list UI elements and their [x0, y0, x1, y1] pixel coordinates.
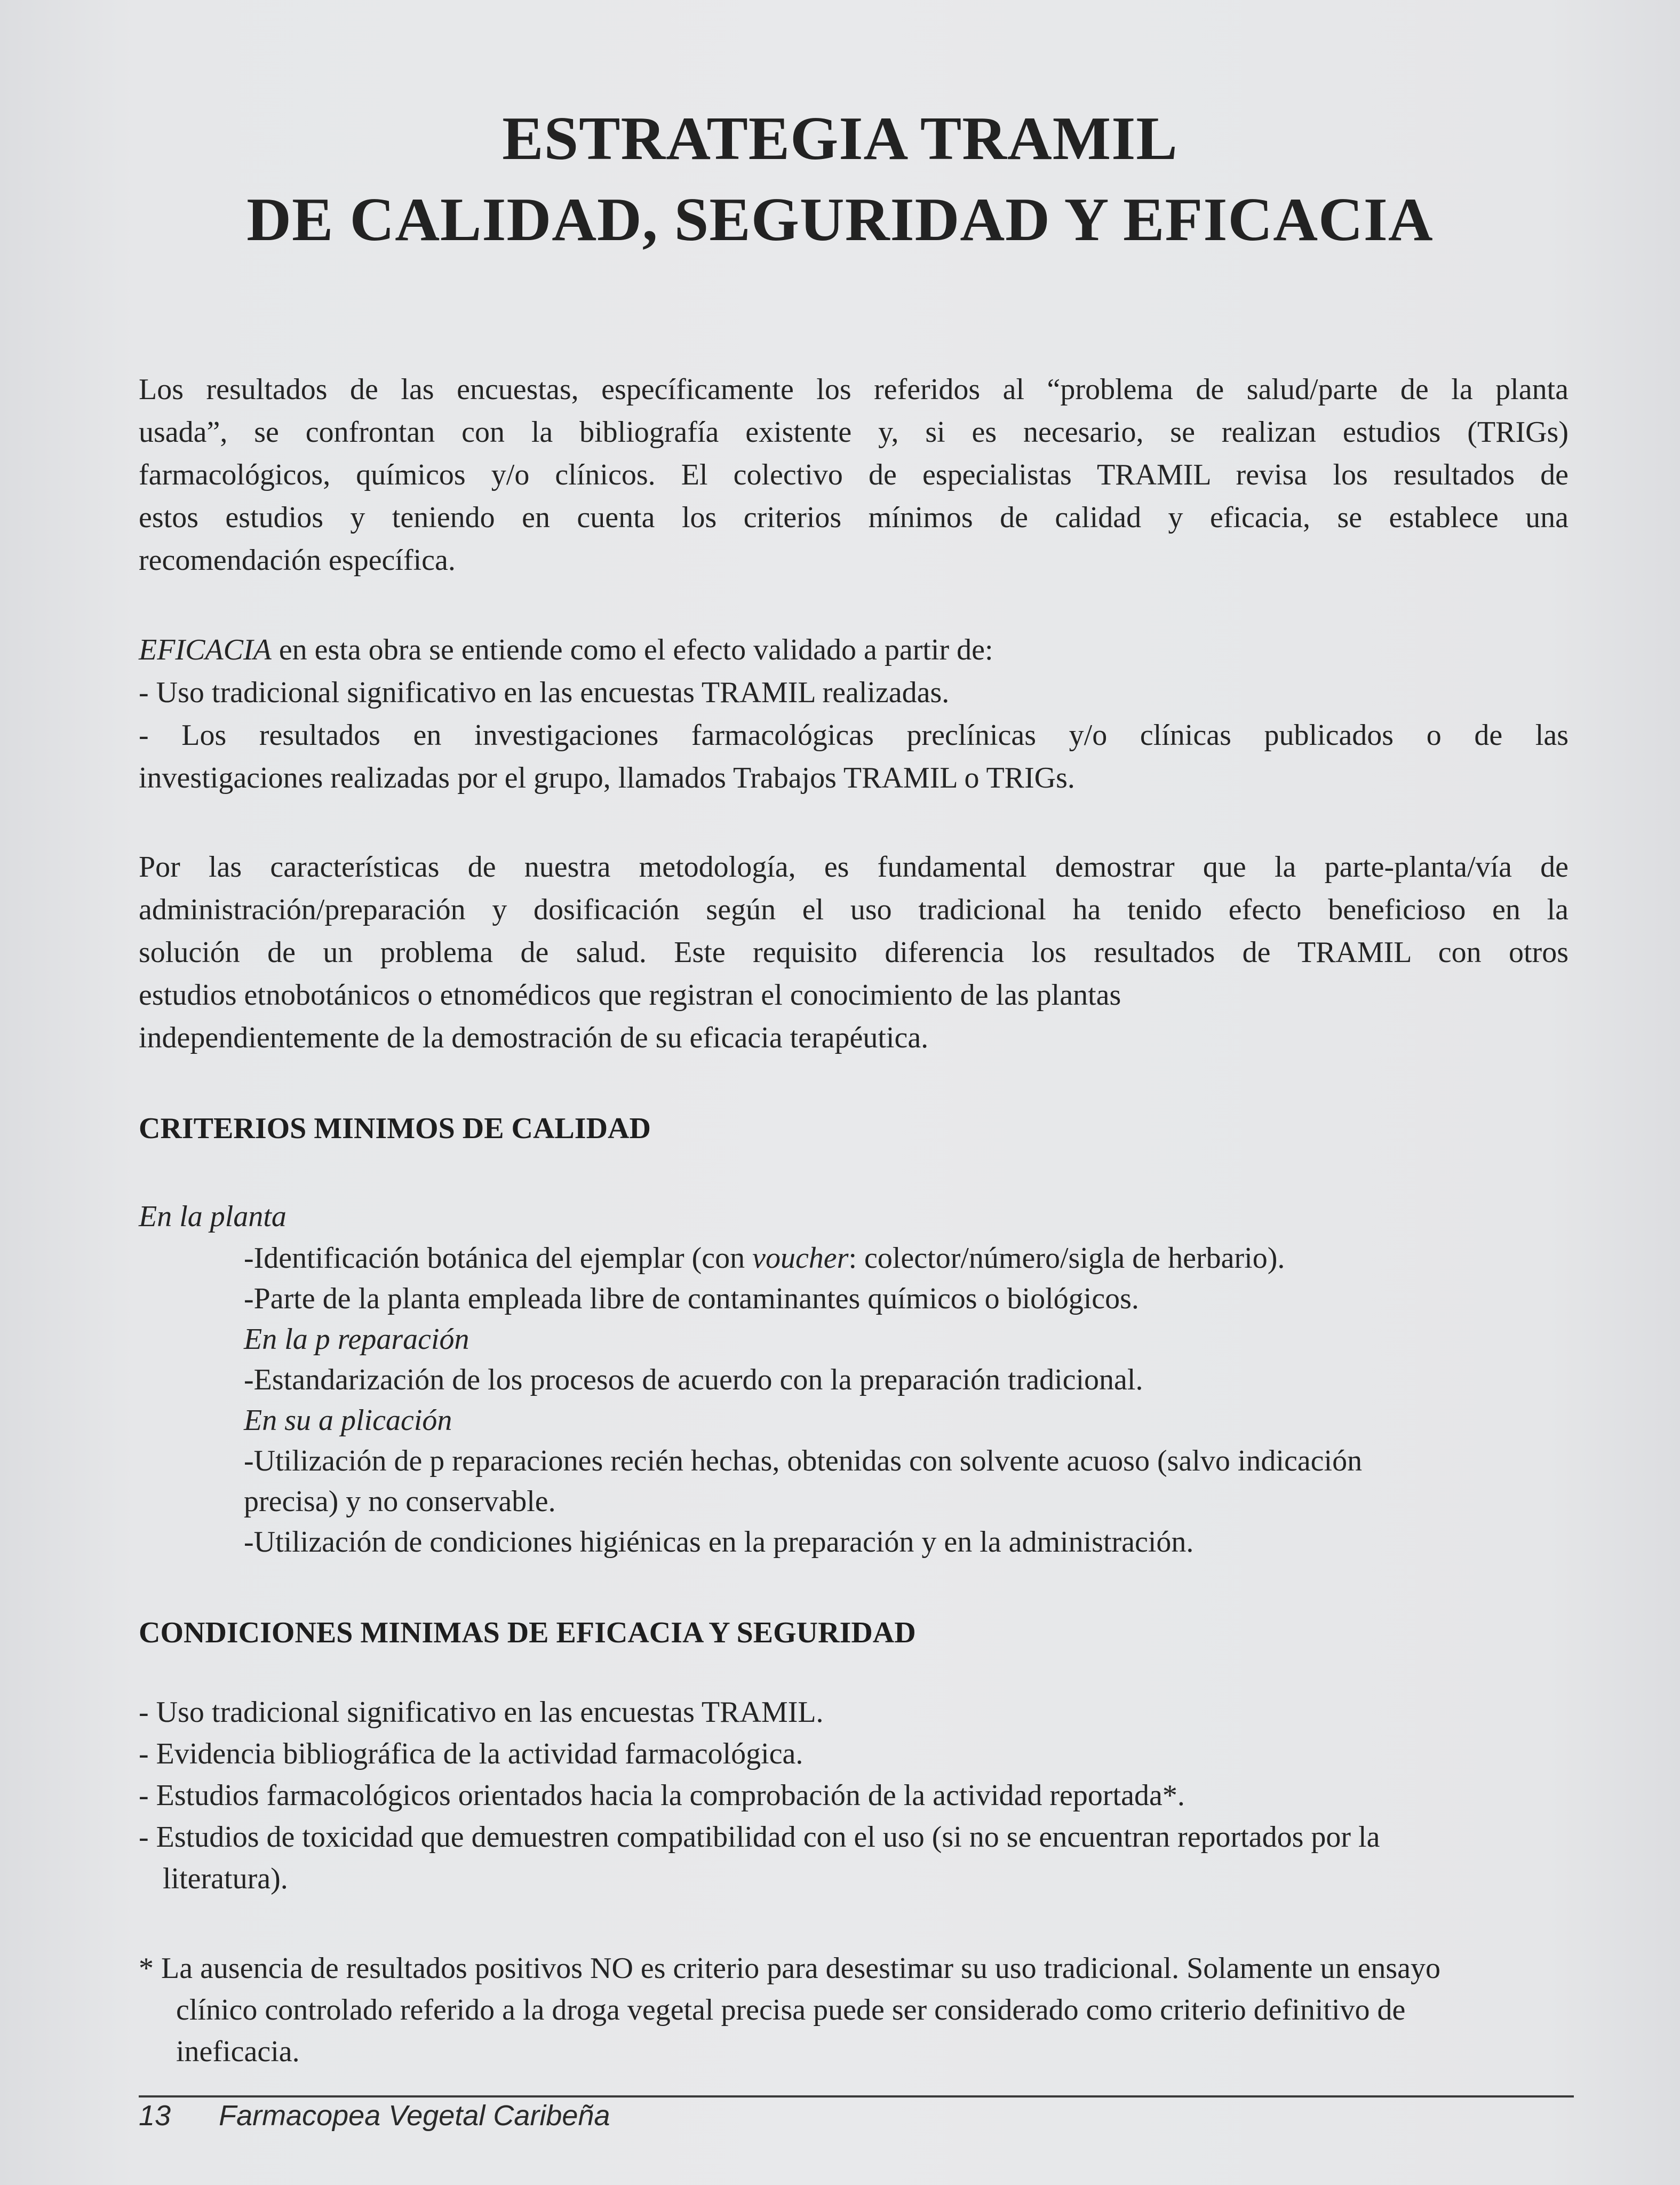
planta-item-1-text-b: : colector/número/sigla de herbario).	[848, 1242, 1285, 1275]
aplicacion-item-1-line-1: -Utilización de p reparaciones recién hechas, obtenidas con solvente acuoso (salvo indicación	[244, 1444, 1363, 1477]
planta-item-1-text-a: -Identificación botánica del ejemplar (con	[244, 1242, 753, 1275]
eficacia-seguridad-heading: CONDICIONES MINIMAS DE EFICACIA Y SEGURIDAD	[139, 1616, 916, 1649]
eficacia-definition-line	[139, 629, 1568, 671]
method-line-2: administración/preparación y dosificación según el uso tradicional ha tenido efecto beneficioso en la	[139, 893, 1568, 926]
planta-item-1	[244, 1238, 1535, 1278]
aplicacion-item-1-line-2: precisa) y no conservable.	[244, 1485, 556, 1518]
eficacia-term: EFICACIA	[139, 633, 272, 666]
method-line-4: estudios etnobotánicos o etnomédicos que registran el conocimiento de las plantas	[139, 979, 1121, 1012]
page-title-line-2: DE CALIDAD, SEGURIDAD Y EFICACIA	[246, 186, 1434, 254]
eficacia-definition-text: en esta obra se entiende como el efecto validado a partir de:	[271, 633, 993, 666]
page-footer	[139, 2097, 610, 2134]
planta-item-2: -Parte de la planta empleada libre de contaminantes químicos o biológicos.	[244, 1282, 1139, 1315]
eficacia-item-2-line-2: investigaciones realizadas por el grupo, llamados Trabajos TRAMIL o TRIGs.	[139, 761, 1075, 794]
eficacia-seguridad-list	[139, 1691, 1574, 1900]
intro-paragraph	[139, 368, 1568, 582]
page-title-line-1: ESTRATEGIA TRAMIL	[502, 105, 1178, 173]
eficacia-definition	[139, 629, 1568, 799]
preparacion-label: En la p reparación	[244, 1323, 469, 1356]
aplicacion-label: En su a plicación	[244, 1404, 452, 1437]
eficacia-seguridad-item-4-line-1: - Estudios de toxicidad que demuestren compatibilidad con el uso (si no se encuentran reportados por la	[139, 1821, 1380, 1854]
footnote-line-1: * La ausencia de resultados positivos NO es criterio para desestimar su uso tradicional. Solamente un ensayo	[139, 1952, 1440, 1985]
intro-line-5: recomendación específica.	[139, 544, 456, 577]
method-paragraph	[139, 846, 1568, 1059]
intro-line-1: Los resultados de las encuestas, específicamente los referidos al “problema de salud/parte de la planta	[139, 373, 1568, 406]
footnote-line-2: clínico controlado referido a la droga vegetal precisa puede ser considerado como criterio definitivo de	[176, 1993, 1406, 2027]
eficacia-seguridad-item-3: - Estudios farmacológicos orientados hacia la comprobación de la actividad reportada*.	[139, 1779, 1185, 1812]
footnote	[139, 1948, 1568, 2072]
eficacia-seguridad-item-2: - Evidencia bibliográfica de la actividad farmacológica.	[139, 1737, 803, 1770]
eficacia-seguridad-item-4-line-2: literatura).	[163, 1862, 288, 1895]
footnote-line-3: ineficacia.	[176, 2035, 300, 2068]
calidad-criteria-list	[244, 1238, 1535, 1562]
aplicacion-item-2: -Utilización de condiciones higiénicas en la preparación y en la administración.	[244, 1525, 1194, 1559]
preparacion-item-1: -Estandarización de los procesos de acuerdo con la preparación tradicional.	[244, 1363, 1143, 1396]
planta-label: En la planta	[139, 1200, 286, 1233]
voucher-term: voucher	[752, 1242, 849, 1275]
method-line-5: independientemente de la demostración de su eficacia terapéutica.	[139, 1021, 929, 1054]
intro-line-3: farmacológicos, químicos y/o clínicos. El colectivo de especialistas TRAMIL revisa los resultados de	[139, 458, 1568, 491]
intro-line-2: usada”, se confrontan con la bibliografía existente y, si es necesario, se realizan estudios (TRIGs)	[139, 416, 1568, 449]
eficacia-seguridad-item-1: - Uso tradicional significativo en las encuestas TRAMIL.	[139, 1696, 824, 1729]
book-title: Farmacopea Vegetal Caribeña	[219, 2100, 610, 2132]
eficacia-item-1: - Uso tradicional significativo en las encuestas TRAMIL realizadas.	[139, 676, 950, 709]
intro-line-4: estos estudios y teniendo en cuenta los criterios mínimos de calidad y eficacia, se establece una	[139, 501, 1568, 534]
method-line-1: Por las características de nuestra metodología, es fundamental demostrar que la parte-planta/vía de	[139, 851, 1568, 884]
calidad-heading: CRITERIOS MINIMOS DE CALIDAD	[139, 1112, 651, 1145]
page-number: 13	[139, 2100, 171, 2132]
method-line-3: solución de un problema de salud. Este requisito diferencia los resultados de TRAMIL con otros	[139, 936, 1568, 969]
eficacia-item-2-line-1: - Los resultados en investigaciones farmacológicas preclínicas y/o clínicas publicados o de las	[139, 719, 1568, 752]
